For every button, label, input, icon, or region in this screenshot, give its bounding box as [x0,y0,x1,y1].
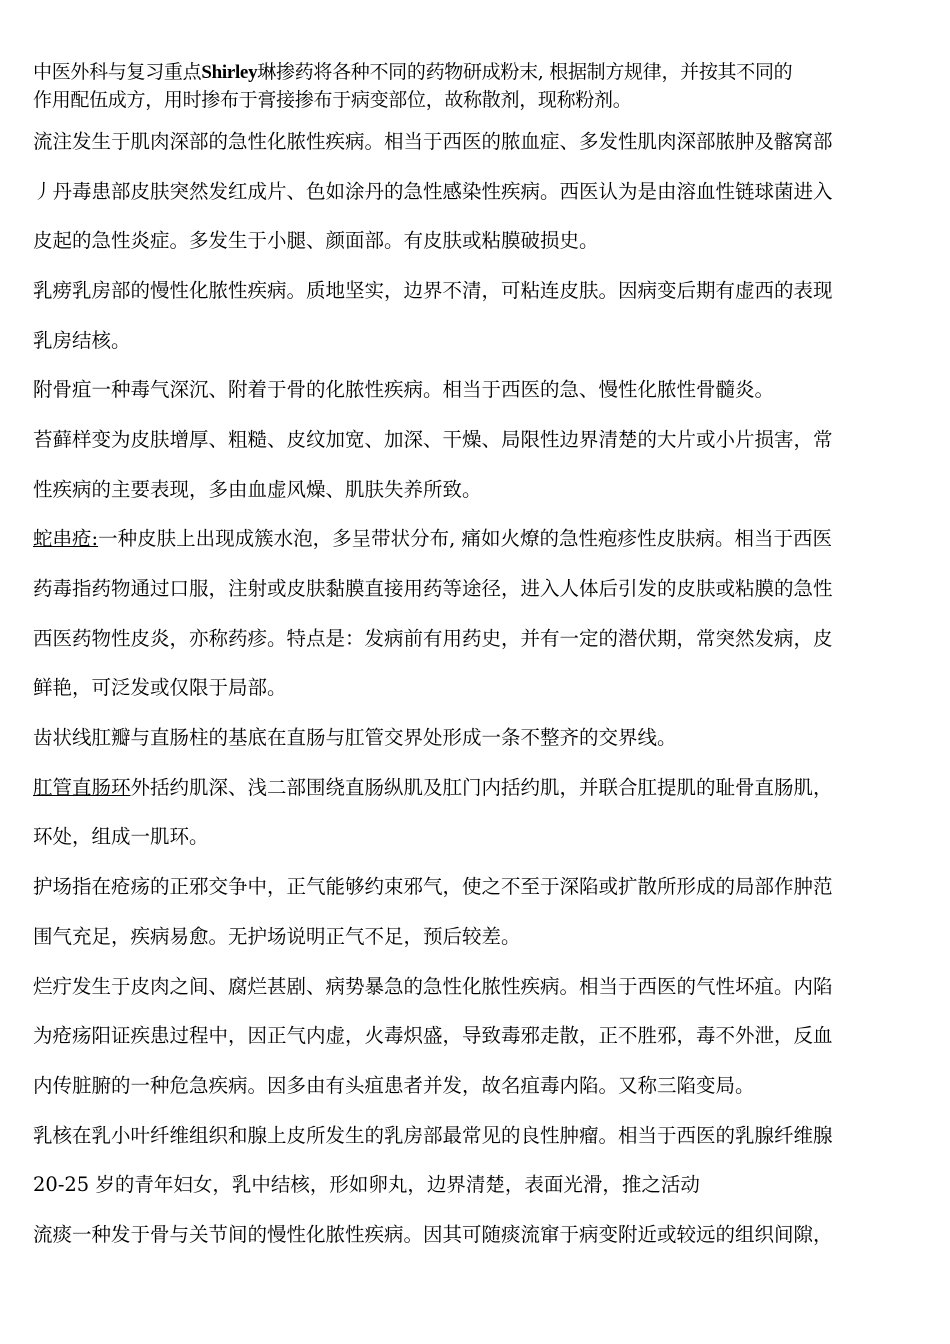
paragraph-line: 鲜艳，可泛发或仅限于局部。 [33,676,287,699]
paragraph-line: 西医药物性皮炎，亦称药疹。特点是：发病前有用药史，并有一定的潜伏期，常突然发病，皮 [33,627,833,650]
paragraph-line: 为疮疡阳证疾患过程中，因正气内虚，火毒炽盛，导致毒邪走散，正不胜邪，毒不外泄，反血 [33,1024,833,1047]
paragraph-line: 性疾病的主要表现，多由血虚风燥、肌肤失养所致。 [33,478,482,501]
paragraph-line: 齿状线肛瓣与直肠柱的基底在直肠与肛管交界处形成一条不整齐的交界线。 [33,726,677,749]
underlined-term: 肛管直肠环 [33,776,131,799]
line-text: 琳掺药将各种不同的药物研成粉末, 根据制方规律，并按其不同的 [257,61,793,83]
line-text: 一种皮肤上出现成簇水泡，多呈带状分布, 痛如火燎的急性疱疹性皮肤病。相当于西医 [98,527,832,550]
paragraph-line: 苔藓样变为皮肤增厚、粗糙、皮纹加宽、加深、干燥、局限性边界清楚的大片或小片损害，常 [33,428,833,451]
paragraph-line: 内传脏腑的一种危急疾病。因多由有头疽患者并发，故名疽毒内陷。又称三陷变局。 [33,1074,755,1097]
paragraph-line: 作用配伍成方，用时掺布于膏接掺布于病变部位，故称散剂，现称粉剂。 [33,89,632,111]
paragraph-line: 乳核在乳小叶纤维组织和腺上皮所发生的乳房部最常见的良性肿瘤。相当于西医的乳腺纤维腺 [33,1124,833,1147]
paragraph-line: 护场指在疮疡的正邪交争中，正气能够约束邪气，使之不至于深陷或扩散所形成的局部作肿范 [33,875,833,898]
paragraph-line: 皮起的急性炎症。多发生于小腿、颜面部。有皮肤或粘膜破损史。 [33,229,599,252]
underlined-term: 蛇串疮: [33,527,99,550]
paragraph-line: 药毒指药物通过口服，注射或皮肤黏膜直接用药等途径，进入人体后引发的皮肤或粘膜的急性 [33,577,833,600]
paragraph-line: 附骨疽一种毒气深沉、附着于骨的化脓性疾病。相当于西医的急、慢性化脓性骨髓炎。 [33,378,775,401]
paragraph-line: 流痰一种发于骨与关节间的慢性化脓性疾病。因其可随痰流窜于病变附近或较远的组织间隙， [33,1223,833,1246]
paragraph-line: 丿丹毒患部皮肤突然发红成片、色如涂丹的急性感染性疾病。西医认为是由溶血性链球菌进入 [33,180,833,203]
paragraph-line: 20-25 岁的青年妇女，乳中结核，形如卵丸，边界清楚，表面光滑，推之活动 [33,1173,700,1196]
paragraph-line: 环处，组成一肌环。 [33,825,209,848]
line-text: 外括约肌深、浅二部围绕直肠纵肌及肛门内括约肌，并联合肛提肌的耻骨直肠肌， [130,776,833,799]
paragraph-line: 烂疔发生于皮肉之间、腐烂甚剧、病势暴急的急性化脓性疾病。相当于西医的气性坏疽。内陷 [33,975,833,998]
paragraph-line: 围气充足，疾病易愈。无护场说明正气不足，预后较差。 [33,925,521,948]
line-text: 中医外科与复习重点 [33,61,202,83]
paragraph-line: 乳痨乳房部的慢性化脓性疾病。质地坚实，边界不清，可粘连皮肤。因病变后期有虚西的表现 [33,279,833,302]
paragraph-line [33,776,833,800]
paragraph-line [33,60,792,85]
paragraph-line: 流注发生于肌肉深部的急性化脓性疾病。相当于西医的脓血症、多发性肌肉深部脓肿及髂窝部 [33,130,833,153]
bold-name: Shirley [201,62,258,83]
paragraph-line [33,527,832,551]
paragraph-line: 乳房结核。 [33,329,131,352]
